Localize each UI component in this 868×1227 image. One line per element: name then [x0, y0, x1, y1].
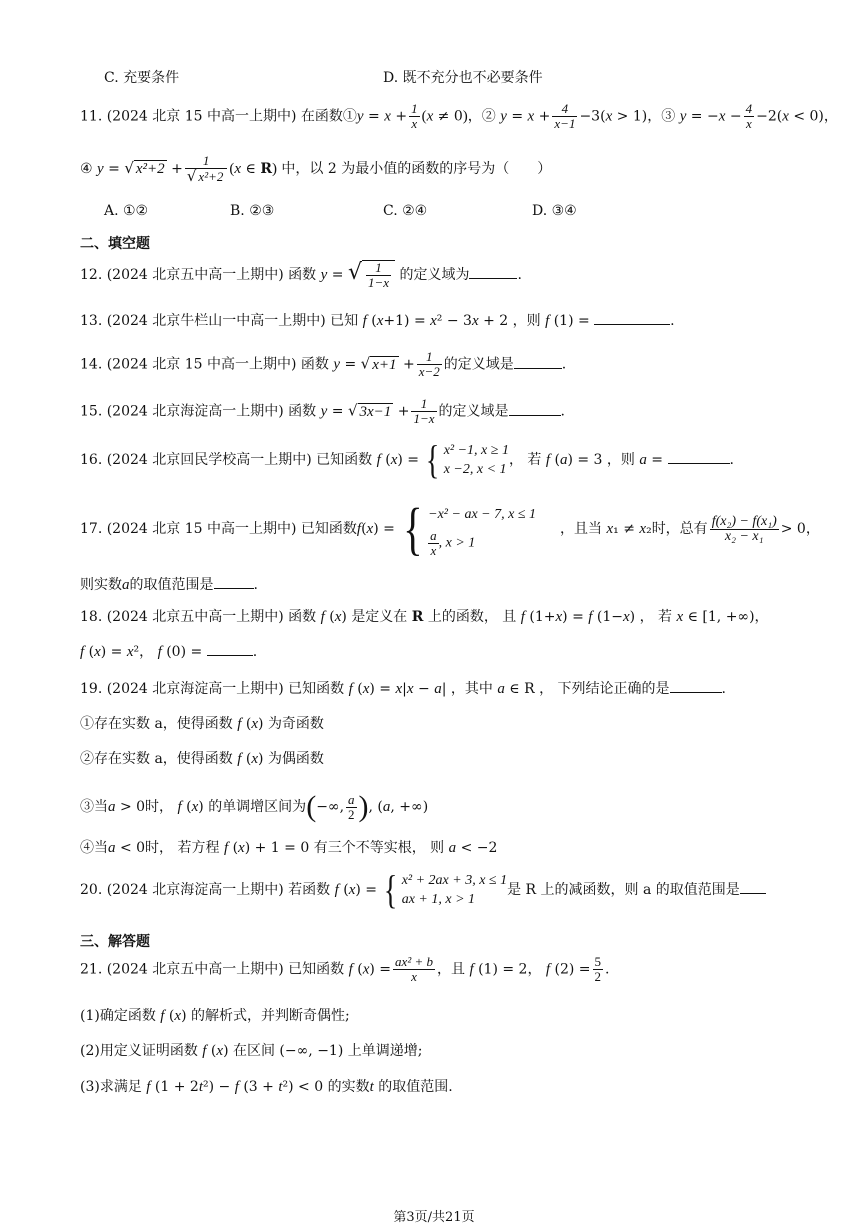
question-19: 19. (2024 北京海淀高一上期中) 已知函数 f (x) = x|x − a| ，其中 a ∈ R ， 下列结论正确的是 .: [80, 678, 726, 698]
section-solve-heading: 三、解答题: [80, 934, 150, 950]
q10-option-c[interactable]: C. 充要条件: [104, 70, 180, 86]
question-17: 17. (2024 北京 15 中高一上期中) 已知函数f(x) = { −x² − ax − 7, x ≤ 1 $\frac{a}{x}$ , x > 1 ，且当 x₁ ≠ x₂时，总有 $\frac{\text{f(x₂) − f(x₁)}}{\text{x₂ − x₁}}$ > 0，: [80, 496, 820, 561]
answer-blank[interactable]: [594, 310, 670, 325]
question-11-line2: ④ y = √ x²+2 + $\frac{1}{\text{√ x²+2}}$ (x ∈ R) 中，以 2 为最小值的函数的序号为（ ）: [80, 153, 552, 185]
q10-option-d[interactable]: D. 既不充分也不必要条件: [383, 70, 543, 86]
question-20: 20. (2024 北京海淀高一上期中) 若函数 f (x) = { x² + 2ax + 3, x ≤ 1 ax + 1, x > 1 是 R 上的减函数，则 a 的取值范围是: [80, 870, 766, 910]
question-15: 15. (2024 北京海淀高一上期中) 函数 y = √ 3x−1 + $\frac{1}{1-x}$ 的定义域是 .: [80, 396, 565, 426]
answer-blank[interactable]: [740, 879, 766, 894]
question-13: 13. (2024 北京牛栏山一中高一上期中) 已知 f (x+1) = x² − 3x + 2 ，则 f (1) = .: [80, 310, 675, 330]
answer-blank[interactable]: [514, 354, 562, 369]
answer-blank[interactable]: [207, 641, 253, 656]
question-21: 21. (2024 北京五中高一上期中) 已知函数 f (x) = $\frac{\text{ax² + b}}{x}$ ，且 f (1) = 2， f (2) = $\frac{5}{2}$ .: [80, 954, 610, 984]
question-17-line2: 则实数a的取值范围是 .: [80, 574, 258, 594]
q21-part-1: (1)确定函数 f (x) 的解析式，并判断奇偶性;: [80, 1008, 350, 1024]
q11-option-a[interactable]: A. ①②: [104, 203, 149, 219]
question-11-line1: 11. (2024 北京 15 中高一上期中) 在函数①y = x + $\frac{1}{x}$ (x ≠ 0)，② y = x + $\frac{4}{x-1}$ −3(x > 1)，③ y = −x − $\frac{4}{x}$ −2(x < 0)，: [80, 101, 838, 131]
q19-statement-3: ③当a > 0时， f (x) 的单调增区间为(−∞, $\frac{a}{2}$ ), (a, +∞): [80, 790, 429, 823]
question-16: 16. (2024 北京回民学校高一上期中) 已知函数 f (x) = { x² −1, x ≥ 1 x −2, x < 1 ， 若 f (a) = 3 ，则 a = .: [80, 437, 734, 482]
answer-blank[interactable]: [668, 449, 730, 464]
q11-tail: 中，以 2 为最小值的函数的序号为（ ）: [281, 161, 552, 177]
question-18-line2: f (x) = x²， f (0) = .: [80, 641, 257, 661]
question-18: 18. (2024 北京五中高一上期中) 函数 f (x) 是定义在 R 上的函数， 且 f (1+x) = f (1−x) ， 若 x ∈ [1, +∞)，: [80, 609, 769, 625]
q11-option-d[interactable]: D. ③④: [532, 203, 577, 219]
q11-prefix: 11. (2024 北京 15 中高一上期中) 在函数: [80, 108, 343, 125]
q11-option-c[interactable]: C. ②④: [383, 203, 428, 219]
question-14: 14. (2024 北京 15 中高一上期中) 函数 y = √ x+1 + $\frac{1}{x-2}$ 的定义域是 .: [80, 349, 567, 379]
page-number: 第3页/共21页: [393, 1210, 475, 1225]
answer-blank[interactable]: [469, 264, 517, 279]
q21-part-2: (2)用定义证明函数 f (x) 在区间 (−∞, −1) 上单调递增;: [80, 1043, 423, 1059]
q19-statement-2: ②存在实数 a，使得函数 f (x) 为偶函数: [80, 751, 324, 767]
q21-part-3: (3)求满足 f (1 + 2t²) − f (3 + t²) < 0 的实数t 的取值范围.: [80, 1079, 453, 1095]
section-fill-heading: 二、填空题: [80, 236, 150, 252]
answer-blank[interactable]: [214, 574, 254, 589]
q11-option-b[interactable]: B. ②③: [230, 203, 275, 219]
answer-blank[interactable]: [509, 401, 561, 416]
answer-blank[interactable]: [670, 678, 722, 693]
q19-statement-4: ④当a < 0时， 若方程 f (x) + 1 = 0 有三个不等实根， 则 a < −2: [80, 840, 498, 856]
question-12: 12. (2024 北京五中高一上期中) 函数 y = √ $\frac{1}{1-x}$ 的定义域为 .: [80, 260, 522, 291]
q19-statement-1: ①存在实数 a，使得函数 f (x) 为奇函数: [80, 716, 324, 732]
